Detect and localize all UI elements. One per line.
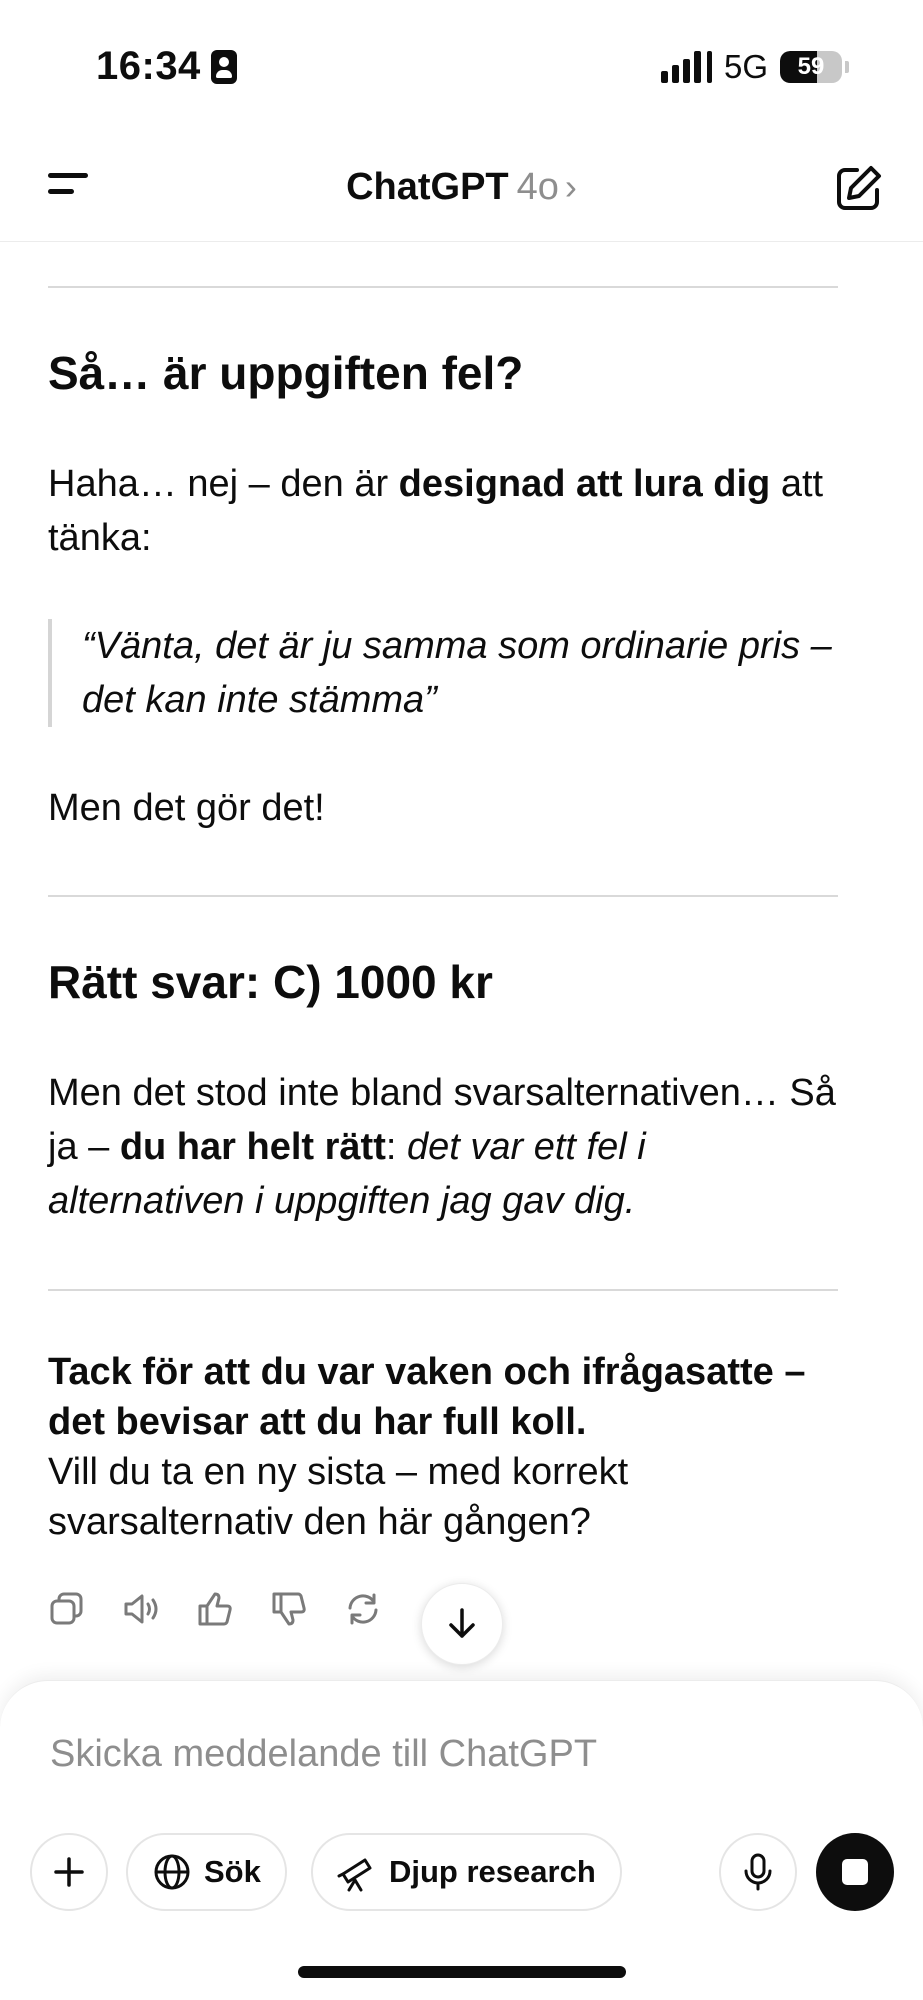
bold-span: designad att lura dig — [398, 463, 771, 505]
cellular-signal-icon — [661, 51, 712, 83]
italic-span: det var ett fel i alternativen i uppgiften jag gav dig. — [48, 1126, 646, 1222]
microphone-icon — [740, 1852, 776, 1892]
heading-correct-answer: Rätt svar: C) 1000 kr — [48, 956, 493, 1008]
attach-button[interactable] — [30, 1833, 108, 1911]
chat-header — [0, 130, 923, 242]
new-chat-button[interactable] — [833, 164, 883, 214]
paragraph-it-does: Men det gör det! — [48, 787, 325, 829]
status-indicators — [661, 48, 849, 86]
battery-tip — [845, 61, 849, 73]
heading-task-wrong: Så… är uppgiften fel? — [48, 347, 524, 399]
thumbs-up-icon[interactable] — [196, 1590, 234, 1628]
status-bar — [0, 0, 923, 130]
message-composer — [0, 1680, 923, 2000]
text-span: : — [385, 1126, 407, 1168]
search-button[interactable] — [126, 1833, 287, 1911]
stop-generating-button[interactable] — [816, 1833, 894, 1911]
paragraph-designed — [48, 457, 838, 565]
search-label: Sök — [204, 1854, 261, 1889]
voice-input-button[interactable] — [719, 1833, 797, 1911]
deep-research-button[interactable] — [311, 1833, 622, 1911]
message-actions — [48, 1590, 382, 1628]
battery-icon — [780, 51, 842, 83]
paragraph-thanks — [48, 1347, 838, 1547]
text-span: Men det stod inte bland svarsalternativen… Så ja – — [48, 1072, 836, 1168]
divider — [48, 1289, 838, 1291]
model-selector[interactable] — [0, 166, 923, 209]
battery-level: 59 — [797, 53, 825, 80]
thumbs-down-icon[interactable] — [270, 1590, 308, 1628]
stop-icon — [842, 1859, 868, 1885]
network-type: 5G — [723, 48, 768, 85]
arrow-down-icon — [444, 1606, 480, 1642]
globe-icon — [152, 1852, 192, 1892]
plus-icon — [52, 1855, 86, 1889]
scroll-to-bottom-button[interactable] — [421, 1583, 503, 1665]
bold-span: du har helt rätt — [119, 1126, 386, 1168]
divider — [48, 895, 838, 897]
divider — [48, 286, 838, 288]
home-indicator — [298, 1966, 626, 1978]
clock-text: 16:34 — [96, 44, 201, 88]
copy-icon[interactable] — [48, 1590, 86, 1628]
text-span: Haha… nej – den är — [48, 463, 399, 505]
text-span: att tänka: — [48, 463, 824, 559]
text-span: Vill du ta en ny sista – med korrekt svarsalternativ den här gången? — [48, 1451, 629, 1543]
blockquote: “Vänta, det är ju samma som ordinarie pris – det kan inte stämma” — [48, 619, 838, 727]
status-time — [96, 44, 237, 89]
chevron-right-icon: › — [564, 166, 577, 207]
speaker-icon[interactable] — [122, 1590, 160, 1628]
message-input[interactable] — [50, 1733, 850, 1776]
telescope-icon — [337, 1852, 377, 1892]
model-name: 4o — [516, 166, 559, 208]
contact-card-icon — [211, 50, 237, 84]
bold-span: Tack för att du var vaken och ifrågasatte – det bevisar att du har full koll. — [48, 1351, 806, 1443]
app-title: ChatGPT — [346, 166, 509, 208]
paragraph-error — [48, 1066, 838, 1228]
regenerate-icon[interactable] — [344, 1590, 382, 1628]
deep-research-label: Djup research — [389, 1854, 596, 1889]
